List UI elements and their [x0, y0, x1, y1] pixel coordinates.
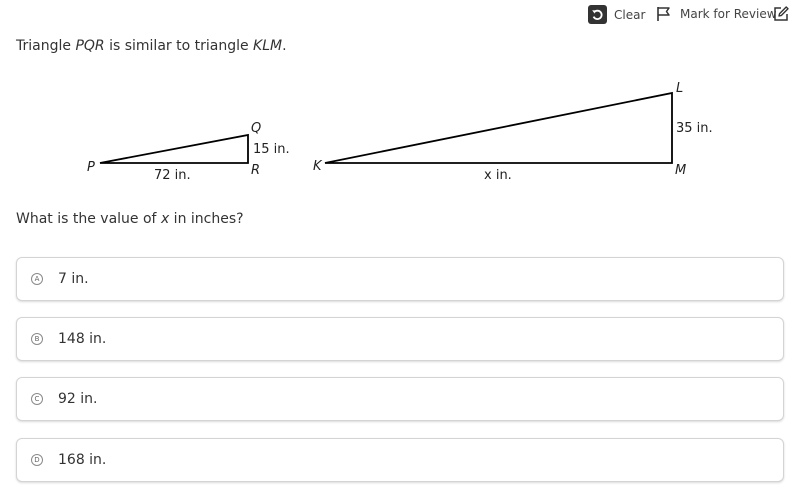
triangle-klm-shape [325, 93, 672, 163]
triangle-klm-name: KLM [253, 38, 283, 54]
height-15-label: 15 in. [253, 142, 290, 157]
edit-icon [772, 5, 790, 23]
choice-d-letter-icon: D [31, 454, 43, 466]
prompt-prefix: Triangle [16, 38, 76, 54]
toolbar [0, 5, 800, 27]
base-x-label: x in. [484, 168, 512, 183]
choice-b-letter-icon: B [31, 333, 43, 345]
question-text [16, 211, 244, 227]
vertex-r-label: R [251, 163, 261, 178]
vertex-q-label: Q [251, 121, 262, 136]
choice-b-text: 148 in. [58, 331, 107, 347]
vertex-p-label: P [87, 160, 95, 175]
choice-d-text: 168 in. [58, 452, 107, 468]
question-suffix: in inches? [169, 211, 244, 227]
height-35-label: 35 in. [676, 121, 713, 136]
choice-c[interactable] [16, 377, 784, 421]
triangle-pqr-shape [100, 135, 248, 163]
choice-c-text: 92 in. [58, 391, 98, 407]
base-72-label: 72 in. [154, 168, 191, 183]
mark-for-review-label: Mark for Review [680, 7, 777, 21]
choice-a[interactable] [16, 257, 784, 301]
edit-button[interactable] [772, 5, 790, 23]
vertex-l-label: L [676, 81, 684, 96]
choice-a-letter-icon: A [31, 273, 43, 285]
prompt-suffix: . [282, 38, 287, 54]
choice-c-letter-icon: C [31, 393, 43, 405]
clear-label: Clear [614, 7, 646, 22]
similar-triangles-figure [0, 75, 800, 190]
triangle-pqr [87, 121, 290, 183]
question-prompt [16, 38, 287, 54]
question-prefix: What is the value of [16, 211, 161, 227]
triangle-pqr-name: PQR [75, 38, 105, 54]
choice-a-text: 7 in. [58, 271, 89, 287]
question-variable: x [160, 211, 170, 227]
choice-b[interactable] [16, 317, 784, 361]
vertex-k-label: K [313, 159, 322, 174]
triangle-klm [313, 81, 713, 183]
mark-for-review-button[interactable] [655, 5, 777, 23]
flag-icon [655, 5, 673, 23]
clear-button[interactable] [588, 5, 645, 24]
prompt-middle: is similar to triangle [104, 38, 254, 54]
choice-d[interactable] [16, 438, 784, 482]
undo-icon [588, 5, 607, 24]
vertex-m-label: M [675, 163, 687, 178]
